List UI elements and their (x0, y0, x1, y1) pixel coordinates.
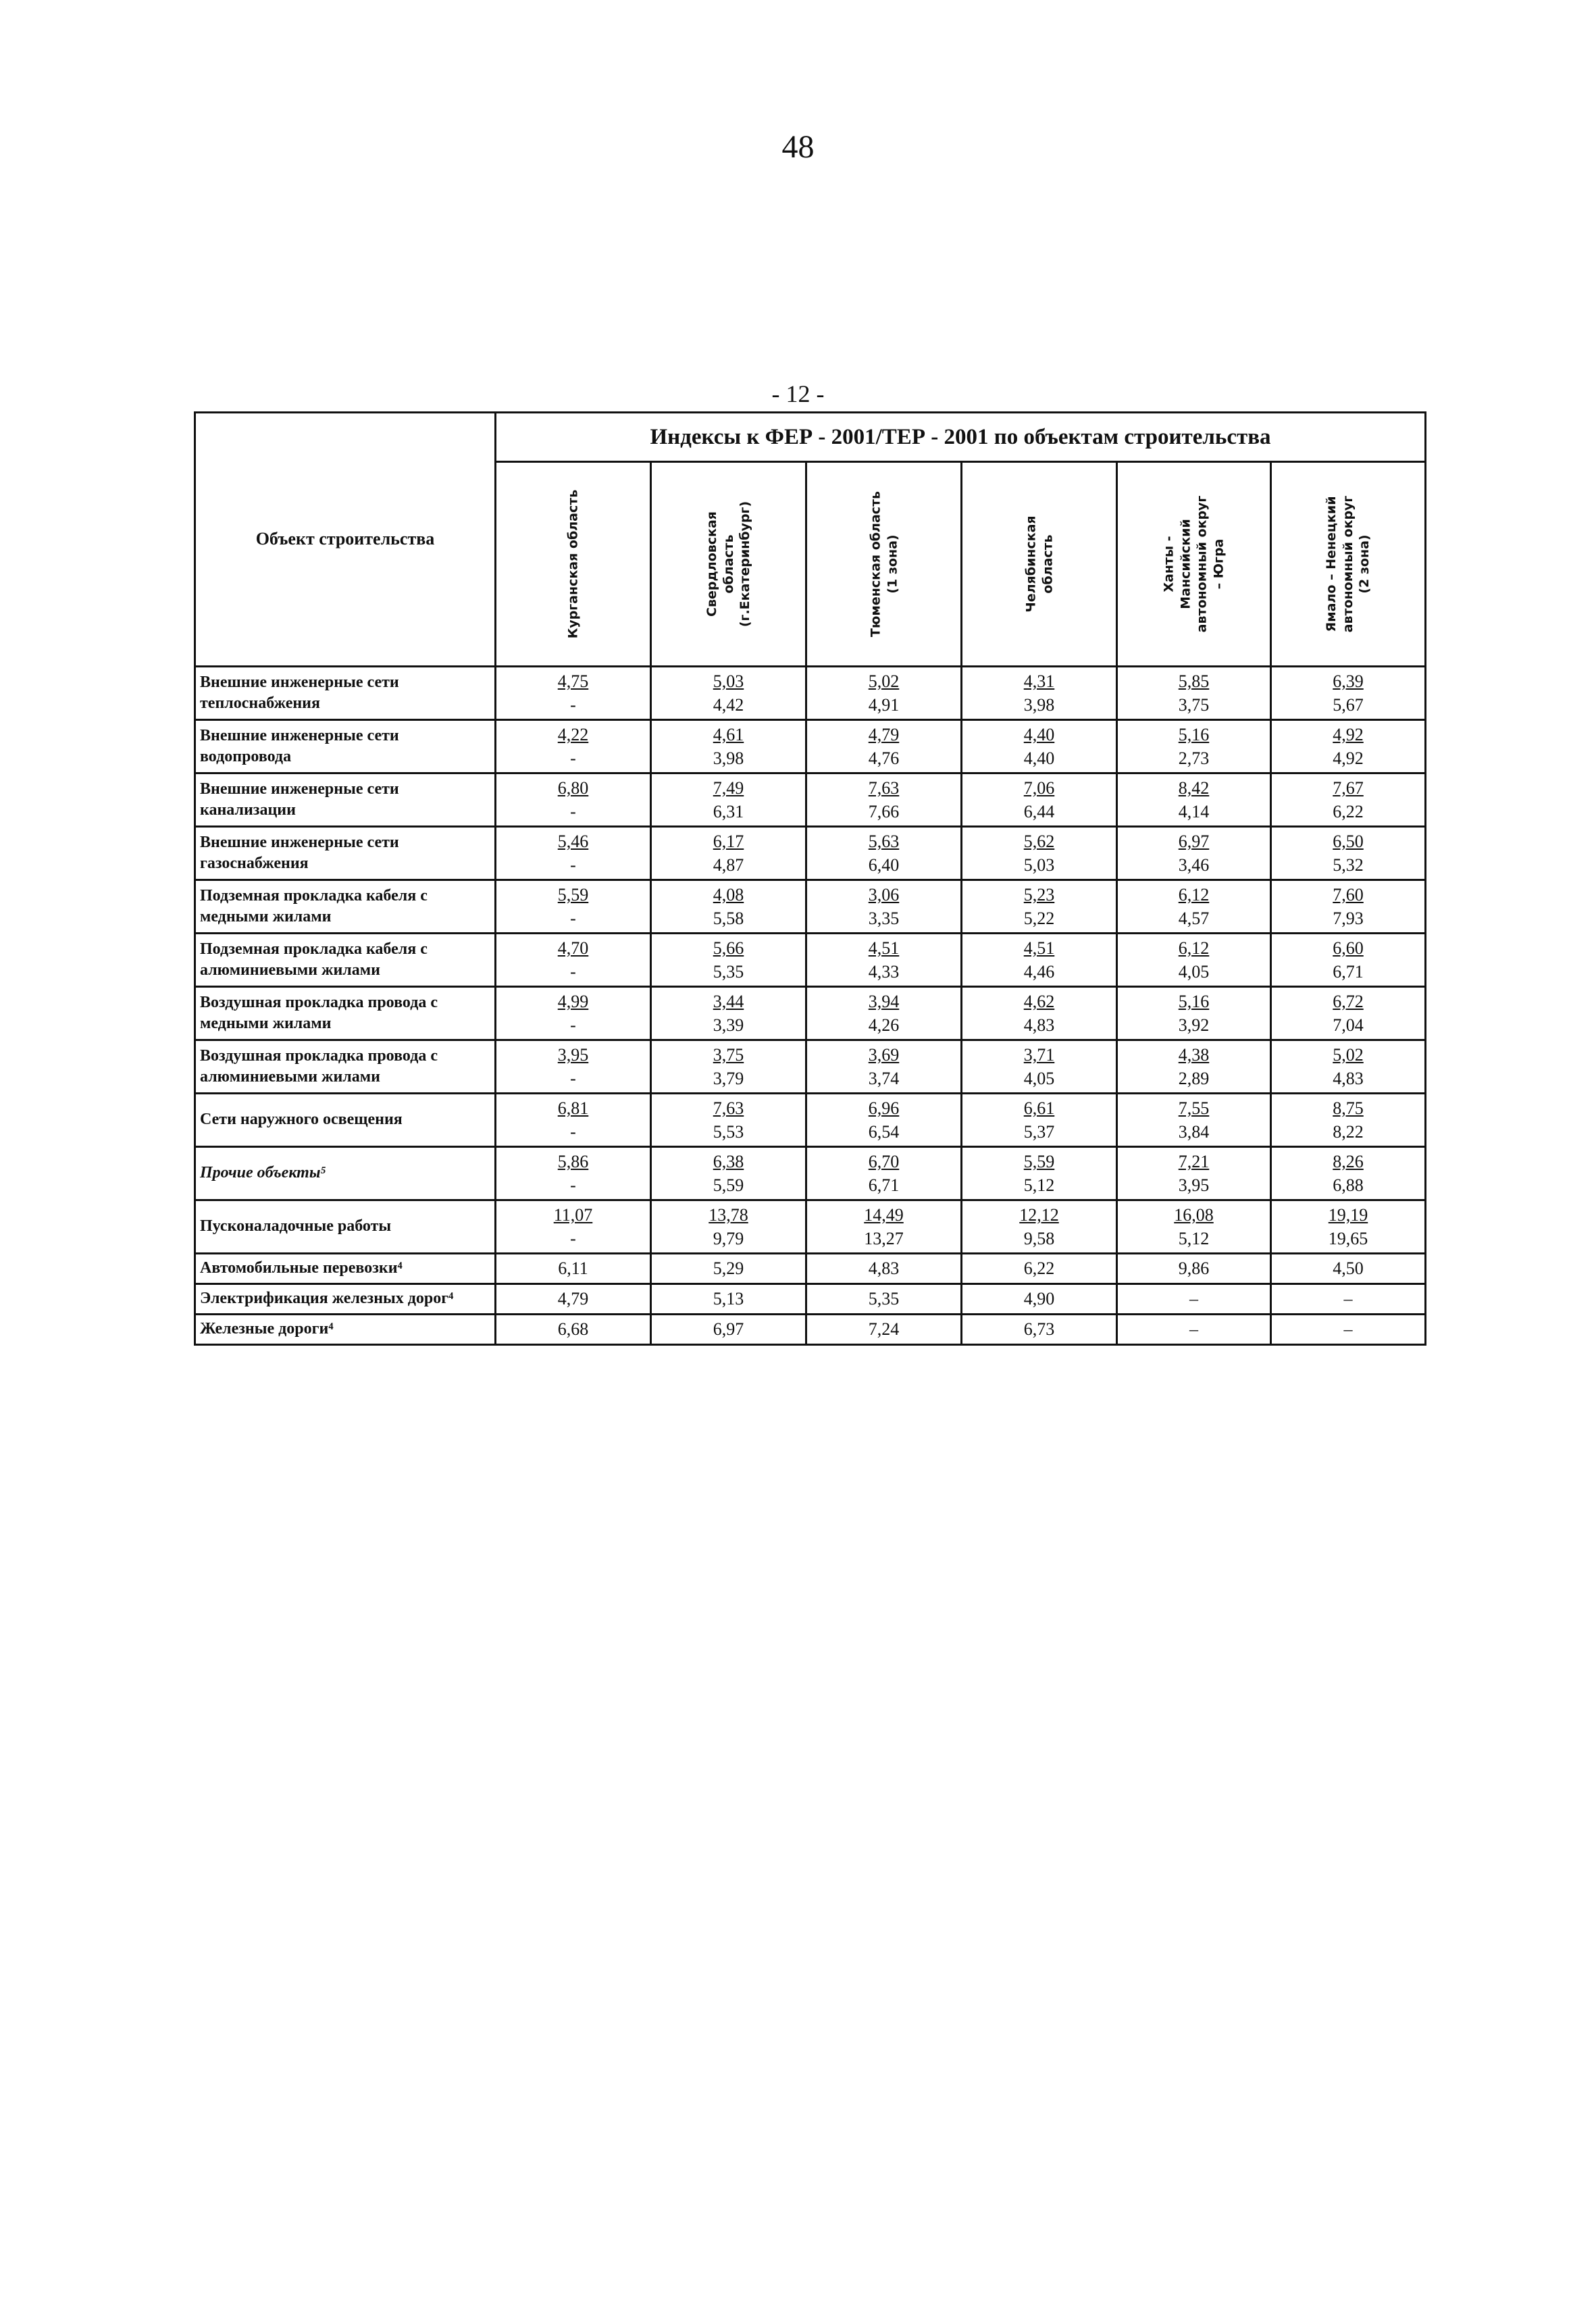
ter-index: 3,39 (713, 1015, 744, 1035)
ter-index: 3,46 (1178, 855, 1210, 875)
ter-index: 5,35 (713, 962, 744, 982)
ter-index: 6,40 (868, 855, 900, 875)
fer-index: 3,71 (1023, 1044, 1055, 1065)
table-row (195, 934, 1426, 987)
region-label-line: область (721, 534, 736, 594)
value-cell (962, 827, 1117, 880)
table-row (195, 667, 1426, 720)
value-cell (496, 720, 651, 773)
fer-index: 4,40 (1023, 724, 1055, 744)
fer-index: 4,92 (1333, 724, 1364, 744)
value-cell (1117, 667, 1271, 720)
value-cell (806, 720, 962, 773)
ter-index: - (570, 802, 576, 821)
fer-index: 3,75 (713, 1044, 744, 1065)
region-label-line: Мансийский (1177, 519, 1193, 609)
value-cell (496, 880, 651, 934)
ter-index: 4,76 (868, 748, 900, 768)
ter-index: 4,40 (1023, 748, 1055, 768)
value-cell (962, 1040, 1117, 1094)
row-label: Сети наружного освещения (195, 1094, 496, 1147)
ter-index: 7,04 (1333, 1015, 1364, 1035)
value-cell (962, 880, 1117, 934)
value-cell (1117, 1094, 1271, 1147)
ter-index: 4,33 (868, 962, 900, 982)
fer-index: 5,23 (1023, 884, 1055, 905)
region-label (703, 501, 753, 627)
fer-index: 5,66 (713, 938, 744, 958)
value-cell: 5,13 (651, 1284, 806, 1315)
region-label-line: Ямало – Ненецкий (1323, 496, 1339, 632)
ter-index: 5,22 (1023, 909, 1055, 928)
row-label: Подземная прокладка кабеля с медными жилами (195, 880, 496, 934)
fer-index: 7,67 (1333, 778, 1364, 798)
table-row (195, 1200, 1426, 1254)
ter-index: 4,42 (713, 695, 744, 715)
row-label: Железные дороги⁴ (195, 1315, 496, 1345)
ter-index: 3,79 (713, 1069, 744, 1088)
value-cell (806, 773, 962, 827)
fer-index: 4,75 (557, 671, 589, 691)
main-header: Индексы к ФЕР - 2001/ТЕР - 2001 по объектам строительства (496, 413, 1426, 462)
page-number: 48 (781, 129, 815, 165)
region-header-2 (651, 462, 806, 667)
fer-index: 5,59 (1023, 1151, 1055, 1171)
ter-index: 5,37 (1023, 1122, 1055, 1142)
value-cell (1271, 1094, 1426, 1147)
fer-index: 7,21 (1178, 1151, 1210, 1171)
region-label (1160, 496, 1227, 633)
fer-index: 5,62 (1023, 831, 1055, 851)
row-label: Воздушная прокладка провода с медными жилами (195, 987, 496, 1040)
fer-index: 3,44 (713, 991, 744, 1011)
index-table (194, 411, 1426, 1346)
ter-index: 5,59 (713, 1175, 744, 1195)
value-cell (1271, 827, 1426, 880)
value-cell (1117, 720, 1271, 773)
ter-index: 5,12 (1178, 1229, 1210, 1248)
fer-index: 8,75 (1333, 1098, 1364, 1118)
ter-index: 6,71 (1333, 962, 1364, 982)
ter-index: 4,14 (1178, 802, 1210, 821)
fer-index: 6,96 (868, 1098, 900, 1118)
value-cell (1117, 934, 1271, 987)
ter-index: 6,71 (868, 1175, 900, 1195)
value-cell (806, 1040, 962, 1094)
region-label-line: (г.Екатеринбург) (737, 501, 752, 628)
ter-index: 2,73 (1178, 748, 1210, 768)
ter-index: 5,53 (713, 1122, 744, 1142)
value-cell (651, 667, 806, 720)
ter-index: 6,22 (1333, 802, 1364, 821)
fer-index: 6,60 (1333, 938, 1364, 958)
fer-index: 4,51 (868, 938, 900, 958)
fer-index: 8,26 (1333, 1151, 1364, 1171)
fer-index: 3,94 (868, 991, 900, 1011)
fer-index: 7,60 (1333, 884, 1364, 905)
value-cell (1271, 934, 1426, 987)
row-label: Внешние инженерные сети теплоснабжения (195, 667, 496, 720)
fer-index: 12,12 (1019, 1204, 1059, 1225)
value-cell (496, 1200, 651, 1254)
table-row (195, 987, 1426, 1040)
value-cell (651, 1040, 806, 1094)
ter-index: 2,89 (1178, 1069, 1210, 1088)
ter-index: 3,35 (868, 909, 900, 928)
ter-index: - (570, 1229, 576, 1248)
ter-index: 5,58 (713, 909, 744, 928)
value-cell (1117, 827, 1271, 880)
fer-index: 5,46 (557, 831, 589, 851)
fer-index: 19,19 (1328, 1204, 1368, 1225)
region-header-6 (1271, 462, 1426, 667)
fer-index: 7,63 (868, 778, 900, 798)
value-cell: – (1271, 1284, 1426, 1315)
fer-index: 4,70 (557, 938, 589, 958)
fer-index: 6,80 (557, 778, 589, 798)
ter-index: 19,65 (1328, 1229, 1368, 1248)
fer-index: 11,07 (553, 1204, 593, 1225)
table-row (195, 880, 1426, 934)
fer-index: 5,86 (557, 1151, 589, 1171)
value-cell: 4,90 (962, 1284, 1117, 1315)
ter-index: 4,26 (868, 1015, 900, 1035)
region-label-line: (2 зона) (1357, 534, 1372, 594)
region-label-line: область (1039, 534, 1055, 594)
value-cell (1117, 987, 1271, 1040)
value-cell (651, 880, 806, 934)
value-cell (962, 1094, 1117, 1147)
value-cell (962, 720, 1117, 773)
value-cell (806, 667, 962, 720)
ter-index: 3,98 (713, 748, 744, 768)
ter-index: 4,83 (1333, 1069, 1364, 1088)
region-label-line: (1 зона) (884, 534, 900, 594)
value-cell (651, 1200, 806, 1254)
ter-index: 4,05 (1023, 1069, 1055, 1088)
region-label-line: – Югра (1211, 538, 1227, 590)
value-cell (1271, 1040, 1426, 1094)
value-cell (806, 1147, 962, 1200)
table-row (195, 773, 1426, 827)
fer-index: 6,12 (1178, 938, 1210, 958)
fer-index: 6,70 (868, 1151, 900, 1171)
ter-index: - (570, 1069, 576, 1088)
value-cell (806, 880, 962, 934)
ter-index: 6,88 (1333, 1175, 1364, 1195)
value-cell (496, 667, 651, 720)
ter-index: 4,57 (1178, 909, 1210, 928)
value-cell: 5,29 (651, 1254, 806, 1284)
value-cell: 5,35 (806, 1284, 962, 1315)
value-cell: – (1117, 1315, 1271, 1345)
value-cell (962, 667, 1117, 720)
ter-index: 6,31 (713, 802, 744, 821)
ter-index: 7,66 (868, 802, 900, 821)
fer-index: 6,97 (1178, 831, 1210, 851)
ter-index: 13,27 (864, 1229, 904, 1248)
value-cell: 4,50 (1271, 1254, 1426, 1284)
value-cell: 6,68 (496, 1315, 651, 1345)
region-label (1323, 496, 1373, 633)
value-cell (1271, 773, 1426, 827)
value-cell (496, 1147, 651, 1200)
fer-index: 13,78 (709, 1204, 748, 1225)
value-cell (1117, 1200, 1271, 1254)
ter-index: 3,95 (1178, 1175, 1210, 1195)
fer-index: 6,12 (1178, 884, 1210, 905)
fer-index: 5,85 (1178, 671, 1210, 691)
ter-index: - (570, 1122, 576, 1142)
value-cell (496, 773, 651, 827)
ter-index: 3,98 (1023, 695, 1055, 715)
ter-index: 5,12 (1023, 1175, 1055, 1195)
value-cell (1271, 1147, 1426, 1200)
value-cell (496, 1040, 651, 1094)
ter-index: 3,75 (1178, 695, 1210, 715)
ter-index: - (570, 748, 576, 768)
fer-index: 4,99 (557, 991, 589, 1011)
ter-index: - (570, 695, 576, 715)
table-row (195, 1094, 1426, 1147)
fer-index: 4,62 (1023, 991, 1055, 1011)
region-header-1 (496, 462, 651, 667)
value-cell (1271, 720, 1426, 773)
value-cell (1117, 1040, 1271, 1094)
value-cell (962, 934, 1117, 987)
value-cell (496, 827, 651, 880)
ter-index: 5,03 (1023, 855, 1055, 875)
ter-index: 4,91 (868, 695, 900, 715)
ter-index: 4,92 (1333, 748, 1364, 768)
ter-index: 3,74 (868, 1069, 900, 1088)
value-cell: – (1271, 1315, 1426, 1345)
table-row (195, 1254, 1426, 1284)
value-cell: 6,11 (496, 1254, 651, 1284)
region-header-4 (962, 462, 1117, 667)
value-cell (651, 987, 806, 1040)
fer-index: 6,61 (1023, 1098, 1055, 1118)
ter-index: 3,92 (1178, 1015, 1210, 1035)
ter-index: 4,46 (1023, 962, 1055, 982)
table-row (195, 1284, 1426, 1315)
row-label: Воздушная прокладка провода с алюминиевыми жилами (195, 1040, 496, 1094)
table-row (195, 1315, 1426, 1345)
value-cell: 6,97 (651, 1315, 806, 1345)
ter-index: - (570, 1015, 576, 1035)
ter-index: 5,67 (1333, 695, 1364, 715)
row-label: Внешние инженерные сети газоснабжения (195, 827, 496, 880)
region-label-line: Тюменская область (867, 490, 883, 638)
ter-index: - (570, 962, 576, 982)
value-cell (1271, 667, 1426, 720)
value-cell (806, 1094, 962, 1147)
fer-index: 5,02 (1333, 1044, 1364, 1065)
value-cell (496, 934, 651, 987)
row-label: Автомобильные перевозки⁴ (195, 1254, 496, 1284)
fer-index: 6,72 (1333, 991, 1364, 1011)
value-cell (806, 987, 962, 1040)
fer-index: 6,39 (1333, 671, 1364, 691)
ter-index: 4,87 (713, 855, 744, 875)
fer-index: 5,03 (713, 671, 744, 691)
fer-index: 7,06 (1023, 778, 1055, 798)
row-label: Внешние инженерные сети водопровода (195, 720, 496, 773)
fer-index: 6,81 (557, 1098, 589, 1118)
value-cell (496, 987, 651, 1040)
value-cell (962, 987, 1117, 1040)
value-cell: 4,83 (806, 1254, 962, 1284)
fer-index: 3,69 (868, 1044, 900, 1065)
table-row (195, 720, 1426, 773)
ter-index: 8,22 (1333, 1122, 1364, 1142)
fer-index: 7,55 (1178, 1098, 1210, 1118)
row-label: Пусконаладочные работы (195, 1200, 496, 1254)
ter-index: 9,58 (1023, 1229, 1055, 1248)
table-row (195, 1147, 1426, 1200)
value-cell (1271, 987, 1426, 1040)
value-cell (806, 934, 962, 987)
ter-index: - (570, 855, 576, 875)
region-label-line: автономный округ (1194, 495, 1210, 633)
fer-index: 16,08 (1174, 1204, 1214, 1225)
value-cell (1117, 773, 1271, 827)
ter-index: 6,54 (868, 1122, 900, 1142)
region-header-3 (806, 462, 962, 667)
fer-index: 7,63 (713, 1098, 744, 1118)
value-cell (651, 1094, 806, 1147)
fer-index: 4,22 (557, 724, 589, 744)
value-cell: 6,73 (962, 1315, 1117, 1345)
sub-page-number: - 12 - (771, 380, 825, 407)
value-cell (496, 1094, 651, 1147)
region-label (867, 491, 900, 637)
ter-index: 9,79 (713, 1229, 744, 1248)
table-row (195, 1040, 1426, 1094)
ter-index: 4,05 (1178, 962, 1210, 982)
ter-index: - (570, 909, 576, 928)
ter-index: 5,32 (1333, 855, 1364, 875)
value-cell: 7,24 (806, 1315, 962, 1345)
fer-index: 4,31 (1023, 671, 1055, 691)
fer-index: 5,16 (1178, 724, 1210, 744)
region-label-line: Курганская область (565, 489, 581, 639)
row-label: Прочие объекты⁵ (195, 1147, 496, 1200)
row-label: Внешние инженерные сети канализации (195, 773, 496, 827)
value-cell: – (1117, 1284, 1271, 1315)
region-label (1023, 515, 1056, 612)
ter-index: 4,83 (1023, 1015, 1055, 1035)
row-label: Электрификация железных дорог⁴ (195, 1284, 496, 1315)
value-cell (651, 773, 806, 827)
table-row (195, 827, 1426, 880)
fer-index: 5,16 (1178, 991, 1210, 1011)
region-label (565, 490, 582, 639)
value-cell (1117, 880, 1271, 934)
fer-index: 14,49 (864, 1204, 904, 1225)
value-cell: 6,22 (962, 1254, 1117, 1284)
ter-index: - (570, 1175, 576, 1195)
value-cell (962, 773, 1117, 827)
region-label-line: Челябинская (1023, 515, 1038, 613)
value-cell: 4,79 (496, 1284, 651, 1315)
value-cell (1271, 1200, 1426, 1254)
ter-index: 6,44 (1023, 802, 1055, 821)
value-cell: 9,86 (1117, 1254, 1271, 1284)
fer-index: 7,49 (713, 778, 744, 798)
fer-index: 8,42 (1178, 778, 1210, 798)
value-cell (651, 1147, 806, 1200)
fer-index: 3,95 (557, 1044, 589, 1065)
value-cell (1117, 1147, 1271, 1200)
region-label-line: Свердловская (704, 511, 719, 617)
fer-index: 4,79 (868, 724, 900, 744)
fer-index: 6,38 (713, 1151, 744, 1171)
region-header-5 (1117, 462, 1271, 667)
value-cell (651, 934, 806, 987)
value-cell (962, 1147, 1117, 1200)
ter-index: 7,93 (1333, 909, 1364, 928)
fer-index: 4,51 (1023, 938, 1055, 958)
fer-index: 4,61 (713, 724, 744, 744)
fer-index: 5,63 (868, 831, 900, 851)
value-cell (651, 720, 806, 773)
row-label: Подземная прокладка кабеля с алюминиевыми жилами (195, 934, 496, 987)
value-cell (962, 1200, 1117, 1254)
fer-index: 3,06 (868, 884, 900, 905)
value-cell (1271, 880, 1426, 934)
fer-index: 4,38 (1178, 1044, 1210, 1065)
fer-index: 5,59 (557, 884, 589, 905)
fer-index: 6,17 (713, 831, 744, 851)
value-cell (806, 1200, 962, 1254)
value-cell (806, 827, 962, 880)
fer-index: 6,50 (1333, 831, 1364, 851)
fer-index: 4,08 (713, 884, 744, 905)
region-label-line: автономный округ (1340, 495, 1356, 633)
region-label-line: Ханты - (1161, 536, 1177, 592)
ter-index: 3,84 (1178, 1122, 1210, 1142)
fer-index: 5,02 (868, 671, 900, 691)
value-cell (651, 827, 806, 880)
object-header: Объект строительства (195, 413, 496, 667)
